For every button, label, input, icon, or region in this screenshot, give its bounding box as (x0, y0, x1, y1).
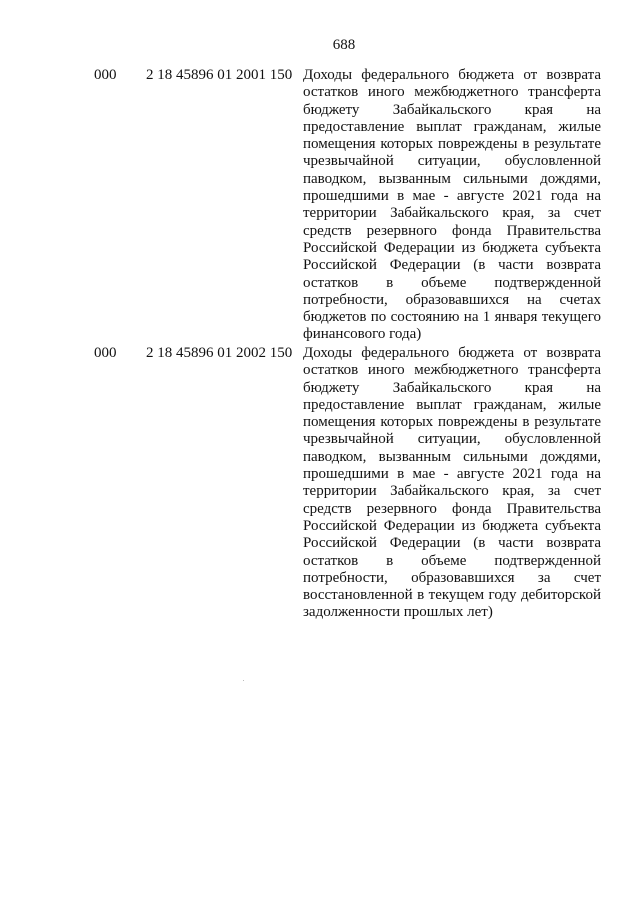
description-line: предоставление выплат гражданам, жилые (303, 396, 601, 413)
description-line: Российской Федерации из бюджета субъекта (303, 517, 601, 534)
description-line: остатков иного межбюджетного трансферта (303, 84, 601, 101)
description-line: Доходы федерального бюджета от возврата (303, 345, 601, 361)
description-line: паводком, вызванным сильными дождями, (303, 170, 601, 187)
budget-classification-code: 2 18 45896 01 2001 150 (146, 67, 293, 83)
description-line: Российской Федерации из бюджета субъекта (303, 239, 601, 256)
description-line: территории Забайкальского края, за счет (303, 483, 601, 500)
description-line: бюджету Забайкальского края на (303, 379, 601, 396)
description-line: восстановленной в текущем году дебиторской (303, 587, 601, 604)
description-line: средств резервного фонда Правительства (303, 222, 601, 239)
entry-description (303, 67, 601, 344)
description-line: Доходы федерального бюджета от возврата (303, 67, 601, 83)
description-line: Российской Федерации (в части возврата (303, 257, 601, 274)
description-line: паводком, вызванным сильными дождями, (303, 448, 601, 465)
page-number: 688 (332, 37, 356, 53)
description-line: бюджетов по состоянию на 1 января текущего (303, 309, 601, 326)
description-line: помещения которых повреждены в результате (303, 414, 601, 431)
description-line: средств резервного фонда Правительства (303, 500, 601, 517)
description-line: бюджету Забайкальского края на (303, 101, 601, 118)
entry-description (303, 345, 601, 622)
description-line: задолженности прошлых лет) (303, 604, 493, 621)
description-line: чрезвычайной ситуации, обусловленной (303, 153, 601, 170)
admin-code: 000 (94, 67, 117, 83)
description-line: потребности, образовавшихся на счетах (303, 291, 601, 308)
description-line: прошедшими в мае - августе 2021 года на (303, 188, 601, 205)
scan-speck (243, 680, 244, 681)
description-line: остатков в объеме подтвержденной (303, 552, 601, 569)
description-line: потребности, образовавшихся за счет (303, 569, 601, 586)
description-line: предоставление выплат гражданам, жилые (303, 118, 601, 135)
description-line: финансового года) (303, 326, 422, 343)
description-line: прошедшими в мае - августе 2021 года на (303, 466, 601, 483)
description-line: остатков иного межбюджетного трансферта (303, 362, 601, 379)
description-line: остатков в объеме подтвержденной (303, 274, 601, 291)
admin-code: 000 (94, 345, 117, 361)
description-line: чрезвычайной ситуации, обусловленной (303, 431, 601, 448)
description-line: Российской Федерации (в части возврата (303, 535, 601, 552)
description-line: территории Забайкальского края, за счет (303, 205, 601, 222)
description-line: помещения которых повреждены в результате (303, 136, 601, 153)
budget-classification-code: 2 18 45896 01 2002 150 (146, 345, 293, 361)
